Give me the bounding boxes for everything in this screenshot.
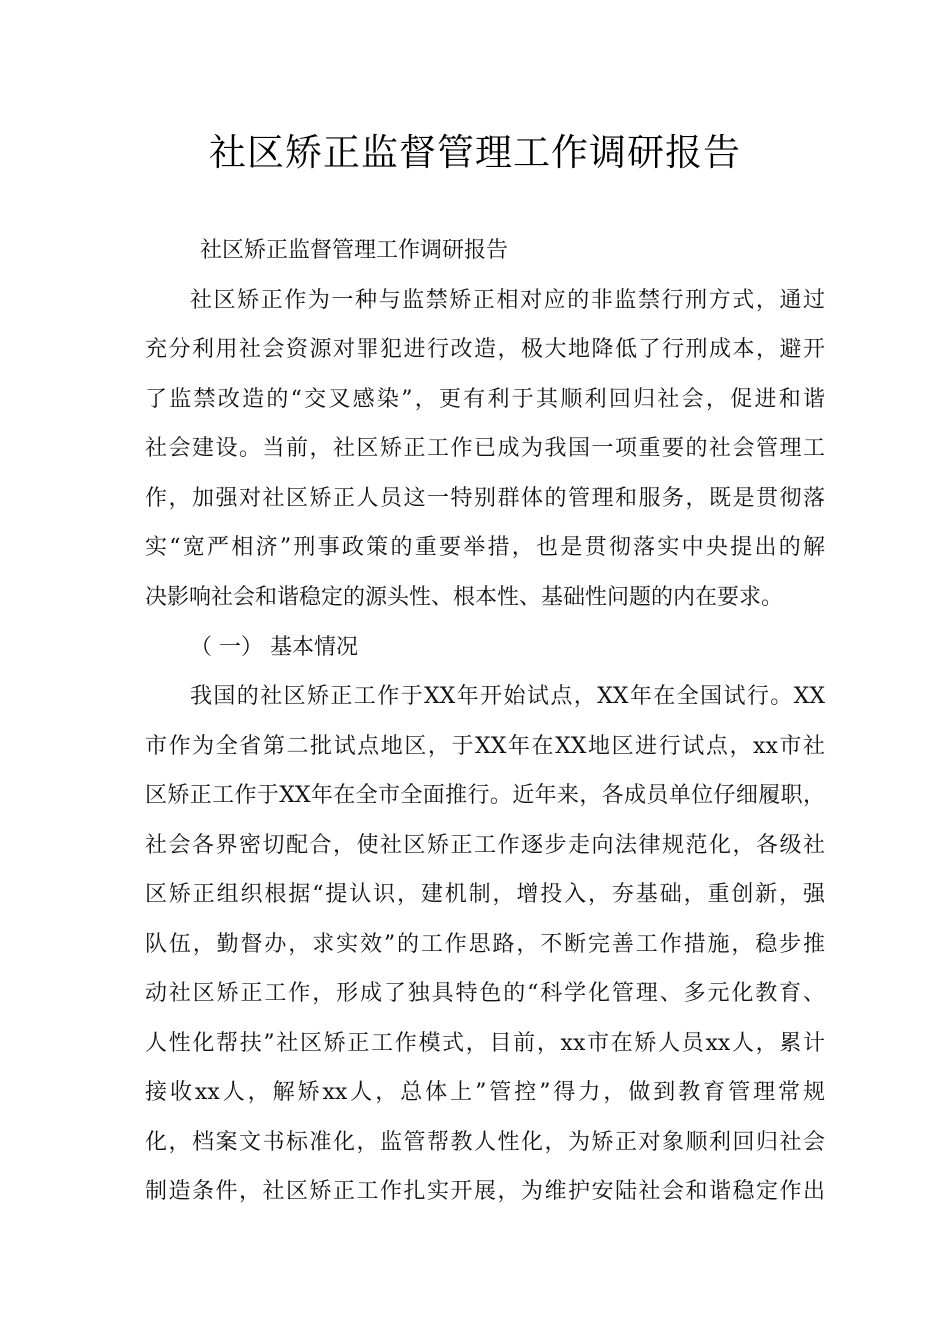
paragraph-1-line-3: 了监禁改造的“交叉感染”，更有利于其顺利回归社会，促进和谐	[145, 387, 825, 412]
paragraph-1-line-5: 作，加强对社区矫正人员这一特别群体的管理和服务，既是贯彻落	[145, 486, 825, 511]
paragraph-2-line-10: 化，档案文书标准化，监管帮教人性化，为矫正对象顺利回归社会	[145, 1130, 825, 1155]
paragraph-2-line-4: 社会各界密切配合，使社区矫正工作逐步走向法律规范化，各级社	[145, 833, 825, 858]
paragraph-2-line-2: 市作为全省第二批试点地区，于XX年在XX地区进行试点，xx市社	[145, 734, 825, 759]
document-subtitle: 社区矫正监督管理工作调研报告	[200, 238, 509, 263]
paragraph-2-line-9: 接收xx人，解矫xx人，总体上”管控”得力，做到教育管理常规	[145, 1080, 825, 1105]
paragraph-2-line-8: 人性化帮扶”社区矫正工作模式，目前，xx市在矫人员xx人，累计	[145, 1031, 825, 1056]
paragraph-1-line-6: 实“宽严相济”刑事政策的重要举措，也是贯彻落实中央提出的解	[145, 535, 825, 560]
paragraph-1-line-7: 决影响社会和谐稳定的源头性、根本性、基础性问题的内在要求。	[145, 585, 784, 610]
paragraph-2-line-7: 动社区矫正工作，形成了独具特色的“科学化管理、多元化教育、	[145, 981, 825, 1006]
paragraph-2-line-1: 我国的社区矫正工作于XX年开始试点，XX年在全国试行。XX	[190, 684, 825, 709]
paragraph-2-line-5: 区矫正组织根据“提认识，建机制，增投入，夯基础，重创新，强	[145, 882, 825, 907]
document-title: 社区矫正监督管理工作调研报告	[209, 131, 741, 174]
paragraph-2-line-11: 制造条件，社区矫正工作扎实开展，为维护安陆社会和谐稳定作出	[145, 1179, 825, 1204]
paragraph-1-line-1: 社区矫正作为一种与监禁矫正相对应的非监禁行刑方式，通过	[190, 288, 825, 313]
paragraph-2-line-6: 队伍，勤督办，求实效”的工作思路，不断完善工作措施，稳步推	[145, 932, 825, 957]
paragraph-2-line-3: 区矫正工作于XX年在全市全面推行。近年来，各成员单位仔细履职，	[145, 783, 825, 808]
paragraph-1-line-2: 充分利用社会资源对罪犯进行改造，极大地降低了行刑成本，避开	[145, 337, 825, 362]
section-heading: （ 一） 基本情况	[190, 635, 358, 660]
paragraph-1-line-4: 社会建设。当前，社区矫正工作已成为我国一项重要的社会管理工	[145, 436, 825, 461]
